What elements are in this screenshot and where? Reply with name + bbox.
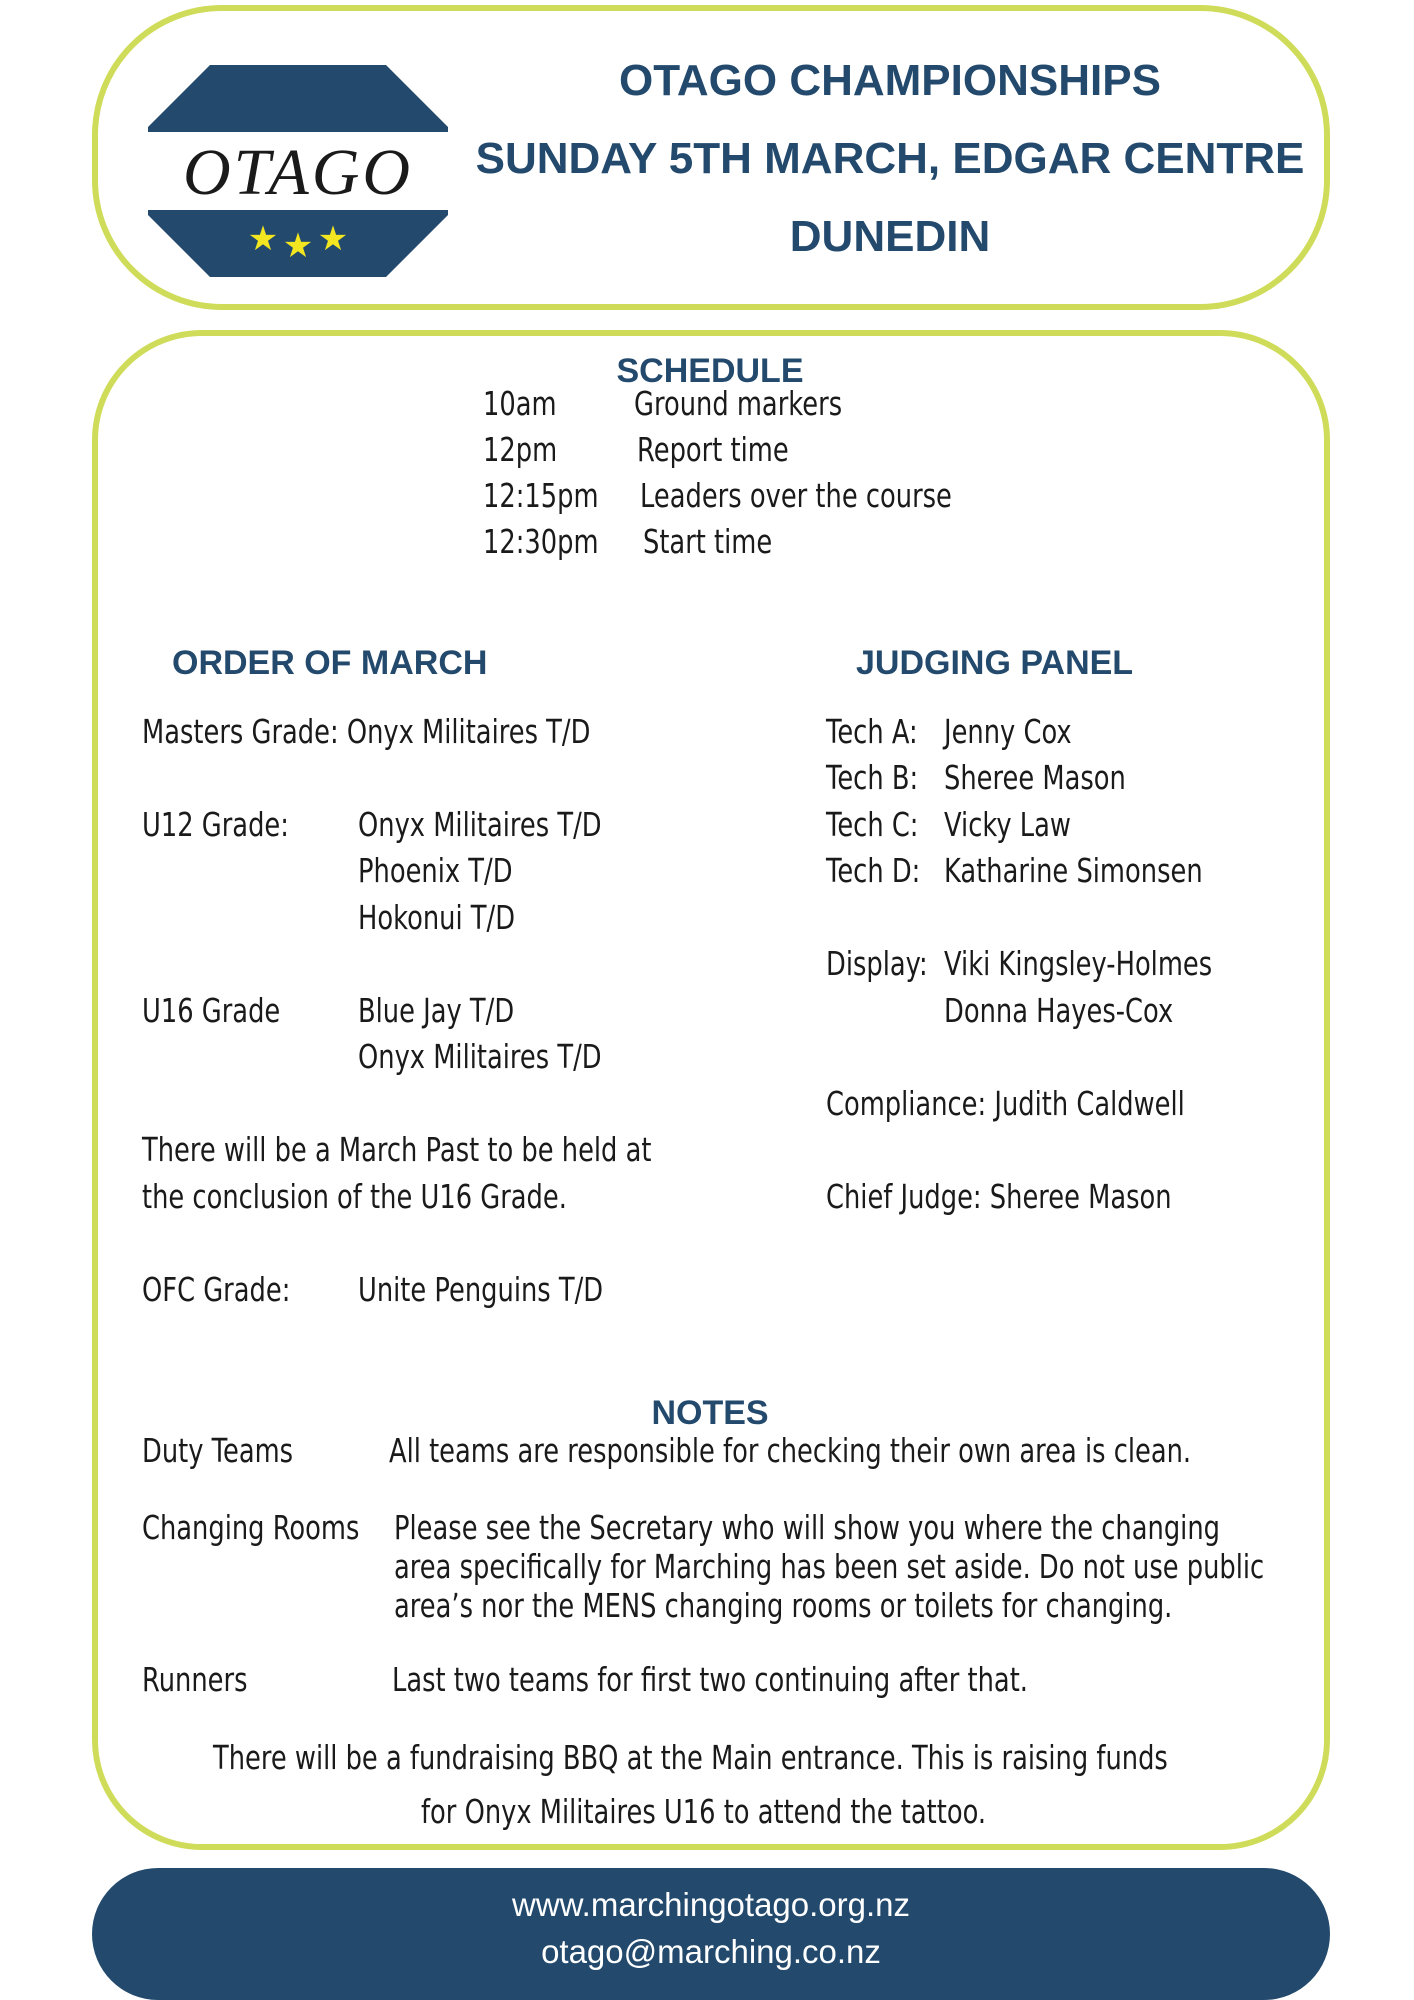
footer-bar — [92, 1868, 1330, 2000]
bbq-text: There will be a fundraising BBQ at the Main entrance. This is raising funds — [213, 1738, 1168, 1777]
judging-panel-heading: JUDGING PANEL — [856, 644, 1134, 682]
schedule-time: 10am — [483, 384, 557, 423]
tech-label: Tech A: — [826, 712, 918, 751]
logo-big-text: OTAGO — [182, 136, 414, 209]
title-line-1: OTAGO CHAMPIONSHIPS — [619, 56, 1161, 105]
note-text: Last two teams for first two continuing after that. — [392, 1660, 1028, 1699]
display-judge: Donna Hayes-Cox — [944, 991, 1174, 1030]
tech-label: Tech B: — [826, 758, 919, 797]
u12-grade-label: U12 Grade: — [142, 805, 289, 844]
chief-judge: Chief Judge: Sheree Mason — [826, 1177, 1172, 1216]
compliance-judge: Compliance: Judith Caldwell — [826, 1084, 1185, 1123]
tech-judge: Vicky Law — [944, 805, 1071, 844]
email-link[interactable]: otago@marching.co.nz — [541, 1933, 881, 1970]
schedule-event: Leaders over the course — [640, 476, 952, 515]
u12-team: Onyx Militaires T/D — [358, 805, 602, 844]
note-label: Duty Teams — [142, 1431, 294, 1470]
schedule-event: Report time — [637, 430, 789, 469]
website-link[interactable]: www.marchingotago.org.nz — [511, 1886, 911, 1923]
schedule-event: Start time — [643, 522, 773, 561]
star-icon: ★ — [282, 227, 314, 265]
u12-team: Phoenix T/D — [358, 851, 513, 890]
march-past-text: There will be a March Past to be held at — [142, 1130, 652, 1169]
marching-otago-logo — [148, 65, 448, 277]
star-icon: ★ — [247, 220, 279, 258]
tech-label: Tech D: — [826, 851, 921, 890]
schedule-time: 12pm — [483, 430, 558, 469]
masters-grade: Masters Grade: Onyx Militaires T/D — [142, 712, 591, 751]
notes-heading: NOTES — [651, 1394, 769, 1432]
ofc-grade-label: OFC Grade: — [142, 1270, 291, 1309]
u16-grade-label: U16 Grade — [142, 991, 281, 1030]
schedule-time: 12:15pm — [483, 476, 599, 515]
tech-judge: Jenny Cox — [944, 712, 1072, 751]
note-label: Runners — [142, 1660, 248, 1699]
u12-team: Hokonui T/D — [358, 898, 516, 937]
tech-label: Tech C: — [826, 805, 919, 844]
u16-team: Blue Jay T/D — [358, 991, 515, 1030]
schedule-event: Ground markers — [634, 384, 843, 423]
schedule-heading: SCHEDULE — [616, 352, 804, 390]
schedule-time: 12:30pm — [483, 522, 599, 561]
tech-judge: Katharine Simonsen — [944, 851, 1203, 890]
note-text: All teams are responsible for checking their own area is clean. — [389, 1431, 1192, 1470]
order-of-march-heading: ORDER OF MARCH — [172, 644, 488, 682]
ofc-team: Unite Penguins T/D — [358, 1270, 604, 1309]
display-judge: Viki Kingsley-Holmes — [944, 944, 1213, 983]
bbq-text: for Onyx Militaires U16 to attend the tattoo. — [421, 1792, 987, 1831]
u16-team: Onyx Militaires T/D — [358, 1037, 602, 1076]
title-line-3: DUNEDIN — [789, 212, 991, 261]
display-label: Display: — [826, 944, 928, 983]
title-line-2: SUNDAY 5TH MARCH, EDGAR CENTRE — [475, 134, 1305, 183]
march-past-text: the conclusion of the U16 Grade. — [142, 1177, 567, 1216]
note-label: Changing Rooms — [142, 1508, 360, 1547]
note-text: Please see the Secretary who will show you where the changing area specifically for Marching has been set aside. Do not use public area’s nor the MENS changing rooms or toilets for changing. — [394, 1508, 1265, 1625]
logo-small-text: MARCHING — [238, 107, 358, 128]
star-icon: ★ — [317, 220, 349, 258]
tech-judge: Sheree Mason — [944, 758, 1126, 797]
